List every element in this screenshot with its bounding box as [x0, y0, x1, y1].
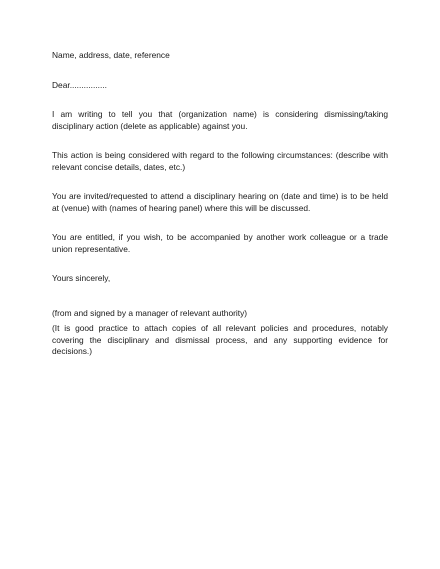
paragraph-intro: I am writing to tell you that (organization name) is considering dismissing/taking disciplinary action (delete as applicable) against you.: [52, 109, 388, 131]
closing-line: Yours sincerely,: [52, 273, 111, 283]
paragraph-entitled: You are entitled, if you wish, to be accompanied by another work colleague or a trade union representative.: [52, 232, 388, 254]
letter-header-line: Name, address, date, reference: [52, 50, 170, 60]
signature-note: (from and signed by a manager of relevant authority): [52, 307, 248, 318]
salutation: Dear................: [52, 79, 107, 90]
practice-note: (It is good practice to attach copies of all relevant policies and procedures, notably covering the disciplinary and dismissal process, and any supporting evidence for decisions.): [52, 323, 388, 356]
paragraph-circumstances: This action is being considered with regard to the following circumstances: (describe with relevant concise details, dates, etc.): [52, 150, 388, 172]
paragraph-hearing: You are invited/requested to attend a disciplinary hearing on (date and time) is to be held at (venue) with (names of hearing panel) where this will be discussed.: [52, 191, 388, 213]
letter-body: [52, 50, 388, 358]
